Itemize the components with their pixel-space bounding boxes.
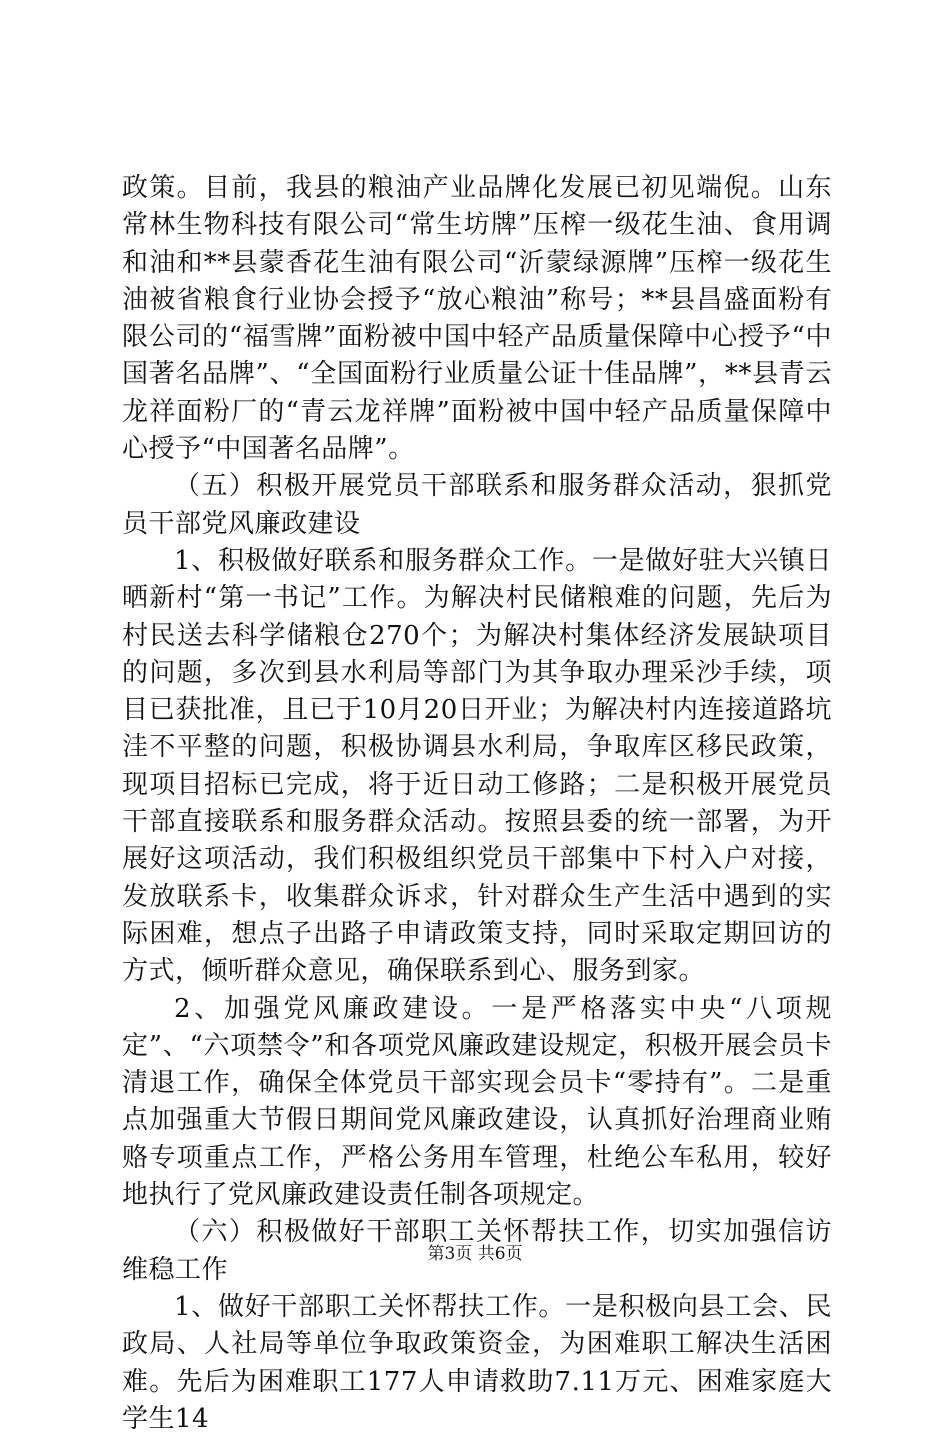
paragraph-staff-care: 1、做好干部职工关怀帮扶工作。一是积极向县工会、民政局、人社局等单位争取政策资金，为困难职工解决生活困难。先后为困难职工177人申请救助7.11万元、困难家庭大学生14 xyxy=(122,1291,832,1434)
page-number: 第3页 共6页 xyxy=(427,1244,523,1264)
paragraph-serve-masses: 1、积极做好联系和服务群众工作。一是做好驻大兴镇日晒新村“第一书记”工作。为解决村民储粮难的问题，先后为村民送去科学储粮仓270个；为解决村集体经济发展缺项目的问题，多次到县水利局等部门为其争取办理采沙手续，项目已获批准，且已于10月20日开业；为解决村内连接道路坑洼不平整的问题，积极协调县水利局，争取库区移民政策，现项目招标已完成，将于近日动工修路；二是积极开展党员干部直接联系和服务群众活动。按照县委的统一部署，为开展好这项活动，我们积极组织党员干部集中下村入户对接，发放联系卡，收集群众诉求，针对群众生产生活中遇到的实际困难，想点子出路子申请政策支持，同时采取定期回访的方式，倾听群众意见，确保联系到心、服务到家。 xyxy=(122,545,832,987)
section-heading-6: （六）积极做好干部职工关怀帮扶工作，切实加强信访维稳工作 xyxy=(122,1217,832,1285)
paragraph-brand-development: 政策。目前，我县的粮油产业品牌化发展已初见端倪。山东常林生物科技有限公司“常生坊牌”压榨一级花生油、食用调和油和**县蒙香花生油有限公司“沂蒙绿源牌”压榨一级花生油被省粮食行业协会授予“放心粮油”称号；**县昌盛面粉有限公司的“福雪牌”面粉被中国中轻产品质量保障中心授予“中国著名品牌”、“全国面粉行业质量公证十佳品牌”，**县青云龙祥面粉厂的“青云龙祥牌”面粉被中国中轻产品质量保障中心授予“中国著名品牌”。 xyxy=(122,173,832,465)
paragraph-party-conduct: 2、加强党风廉政建设。一是严格落实中央“八项规定”、“六项禁令”和各项党风廉政建设规定，积极开展会员卡清退工作，确保全体党员干部实现会员卡“零持有”。二是重点加强重大节假日期间党风廉政建设，认真抓好治理商业贿赂专项重点工作，严格公务用车管理，杜绝公车私用，较好地执行了党风廉政建设责任制各项规定。 xyxy=(122,993,832,1211)
section-heading-5: （五）积极开展党员干部联系和服务群众活动，狠抓党员干部党风廉政建设 xyxy=(122,471,832,539)
page-footer xyxy=(0,1239,950,1264)
